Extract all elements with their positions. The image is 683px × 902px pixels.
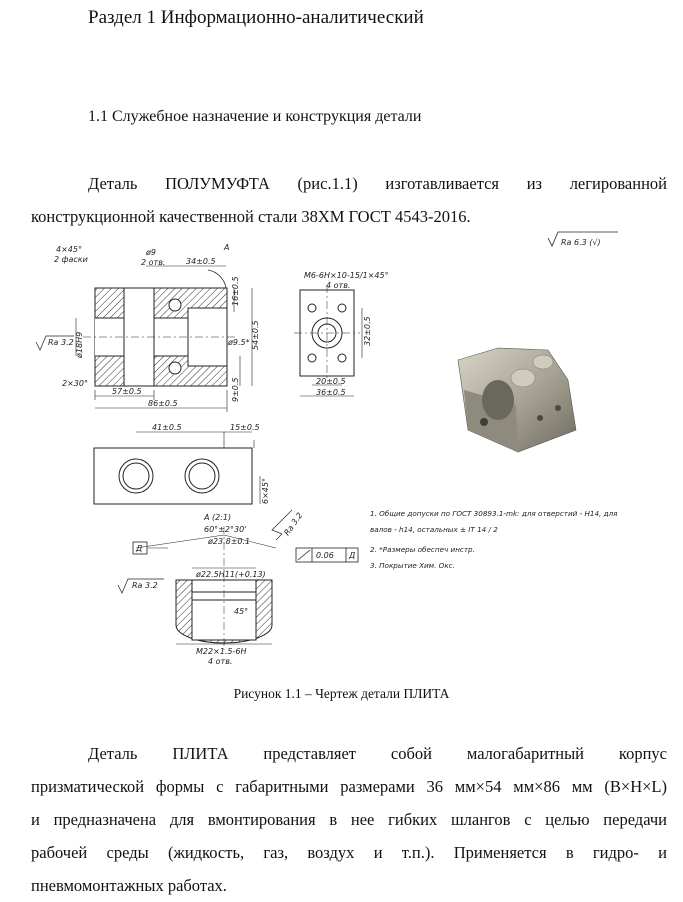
tolerance-frame: [296, 548, 358, 562]
dim-6x45: 6×45°: [261, 478, 270, 504]
thread-main-count: 4 отв.: [208, 657, 233, 666]
thread-count: 4 отв.: [326, 281, 351, 290]
roughness-mark-a: [36, 336, 74, 350]
roughness-label: Ra 6.3 (√): [561, 238, 601, 247]
paragraph-line: конструкционной качественной стали 38ХМ ГОСТ 4543-2016.: [31, 207, 471, 226]
dim-95: ø9.5*: [228, 338, 250, 347]
isometric-3d-view: [458, 348, 576, 452]
general-roughness-mark: [548, 232, 618, 247]
dim-20: 20±0.5: [316, 377, 346, 386]
label-a: A: [224, 243, 230, 252]
tolerance-value: 0.06: [316, 551, 334, 560]
dim-86: 86±0.5: [148, 399, 178, 408]
chamfer-note: 4×45°: [56, 245, 82, 254]
top-view: [94, 432, 260, 504]
section-title: Раздел 1 Информационно-аналитический: [88, 7, 424, 28]
paragraph-line: пневмомонтажных работах.: [31, 876, 227, 895]
paragraph-line: Деталь ПЛИТА представляет собой малогабаритный корпус: [88, 744, 667, 763]
note-line: валов - h14, остальных ± IT 14 / 2: [370, 525, 498, 534]
dim-15: 15±0.5: [230, 423, 260, 432]
dim-34: 34±0.5: [186, 257, 216, 266]
paragraph-description: [31, 737, 667, 902]
roughness-label: Ra 3.2: [48, 338, 74, 347]
thread-side: M6-6H×10-15/1×45°: [304, 271, 389, 280]
paragraph-line: рабочей среды (жидкость, газ, воздух и т.п.). Применяется в гидро- и: [31, 843, 667, 862]
technical-notes: [370, 509, 618, 570]
dim-2x30: 2×30°: [62, 379, 88, 388]
paragraph-line: Деталь ПОЛУМУФТА (рис.1.1) изготавливается из легированной: [88, 174, 667, 193]
roughness-mark-c: [272, 510, 304, 540]
angle-60: 60°±2°30': [204, 525, 247, 534]
front-view: [83, 270, 238, 386]
dim-54: 54±0.5: [251, 320, 260, 350]
paragraph-line: призматической формы с габаритными размерами 36 мм×54 мм×86 мм (B×H×L): [31, 777, 667, 796]
paragraph-material: [31, 167, 667, 233]
view-a: A (2:1): [204, 513, 232, 522]
subsection-title: 1.1 Служебное назначение и конструкция детали: [88, 108, 422, 125]
note-line: 3. Покрытие Хим. Окс.: [370, 561, 455, 570]
dim-41: 41±0.5: [152, 423, 182, 432]
dim-36: 36±0.5: [316, 388, 346, 397]
chamfer-count: 2 фаски: [54, 255, 88, 264]
tolerance-datum: Д: [349, 551, 356, 560]
figure-caption: Рисунок 1.1 – Чертеж детали ПЛИТА: [233, 686, 450, 701]
roughness-label: Ra 3.2: [132, 581, 158, 590]
dim-32: 32±0.5: [363, 316, 372, 346]
note-line: 2. *Размеры обеспеч инстр.: [370, 545, 475, 554]
technical-drawing: [28, 230, 668, 678]
dim-9: 9±0.5: [231, 377, 240, 402]
thread-main: M22×1.5-6H: [196, 647, 247, 656]
datum-d: Д: [136, 544, 143, 553]
dim-225: ø22.5H11(+0.13): [196, 570, 266, 579]
paragraph-line: и предназначена для вмонтирования в нее гибких шлангов с целью передачи: [31, 810, 667, 829]
hole-dia: ø9: [146, 248, 156, 257]
roughness-label: Ra 3.2: [282, 510, 305, 538]
dim-238: ø23.8±0.1: [208, 537, 251, 546]
dim-18: ø18H9: [75, 331, 84, 358]
dim-16: 16±0.5: [231, 276, 240, 306]
dim-57: 57±0.5: [112, 387, 142, 396]
note-line: 1. Общие допуски по ГОСТ 30893.1-mk: для отверстий - H14, для: [370, 509, 618, 518]
angle-45: 45°: [234, 607, 249, 616]
hole-count: 2 отв.: [141, 258, 166, 267]
roughness-mark-b: [118, 579, 164, 593]
